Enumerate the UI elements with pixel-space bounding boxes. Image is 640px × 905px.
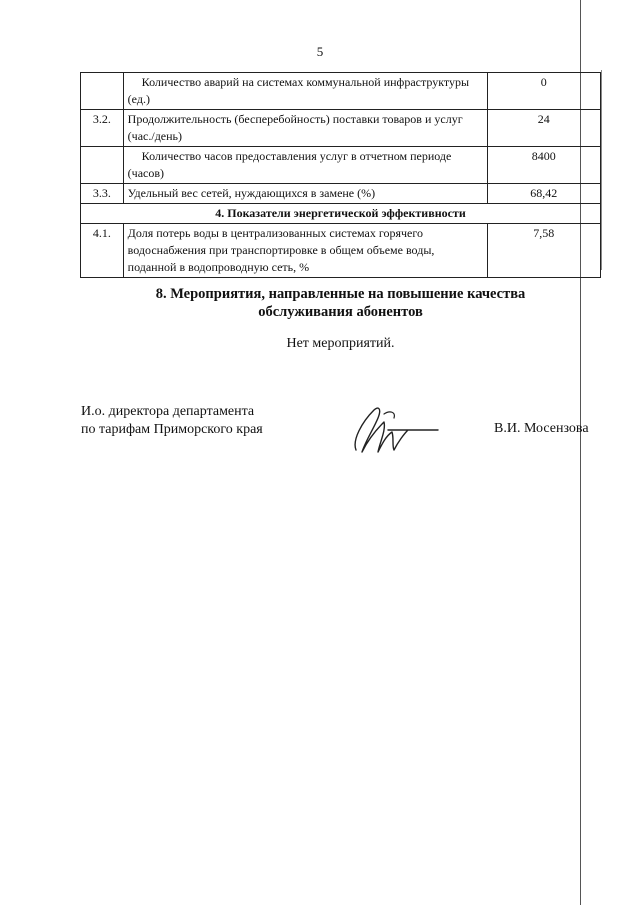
table-row [81, 147, 601, 184]
row-number-cell: 3.3. [81, 184, 124, 204]
section-8-title-line-1: 8. Мероприятия, направленные на повышение качества [155, 286, 526, 302]
section-8-heading [80, 285, 601, 321]
indicator-cell: Количество аварий на системах коммунальной инфраструктуры (ед.) [123, 73, 487, 110]
row-number-cell: 3.2. [81, 110, 124, 147]
indicators-table [80, 72, 601, 278]
section-title-cell: 4. Показатели энергетической эффективности [81, 204, 601, 224]
scan-table-edge-line [601, 70, 602, 270]
value-cell: 68,42 [487, 184, 600, 204]
table-row [81, 110, 601, 147]
row-number-cell [81, 73, 124, 110]
signer-title [81, 403, 263, 439]
indicator-cell: Доля потерь воды в централизованных системах горячего водоснабжения при транспортировке в общем объеме воды, поданной в водопроводную сеть, % [123, 224, 487, 278]
table-section-row [81, 204, 601, 224]
indicator-cell: Продолжительность (бесперебойность) поставки товаров и услуг (час./день) [123, 110, 487, 147]
section-8-title-line-2: обслуживания абонентов [258, 304, 423, 320]
no-events-text: Нет мероприятий. [286, 336, 395, 351]
signer-title-line-1: И.о. директора департамента [81, 404, 255, 419]
table-row [81, 224, 601, 278]
signer-name: В.И. Мосензова [494, 421, 589, 436]
value-cell: 8400 [487, 147, 600, 184]
handwritten-signature [348, 400, 440, 460]
value-cell: 7,58 [487, 224, 600, 278]
indicator-cell: Удельный вес сетей, нуждающихся в замене (%) [123, 184, 487, 204]
signer-title-line-2: по тарифам Приморского края [81, 422, 263, 437]
value-cell: 24 [487, 110, 600, 147]
row-number-cell [81, 147, 124, 184]
page-number: 5 [316, 44, 324, 59]
value-cell: 0 [487, 73, 600, 110]
indicator-cell: Количество часов предоставления услуг в отчетном периоде (часов) [123, 147, 487, 184]
table-row [81, 73, 601, 110]
table-row [81, 184, 601, 204]
row-number-cell: 4.1. [81, 224, 124, 278]
